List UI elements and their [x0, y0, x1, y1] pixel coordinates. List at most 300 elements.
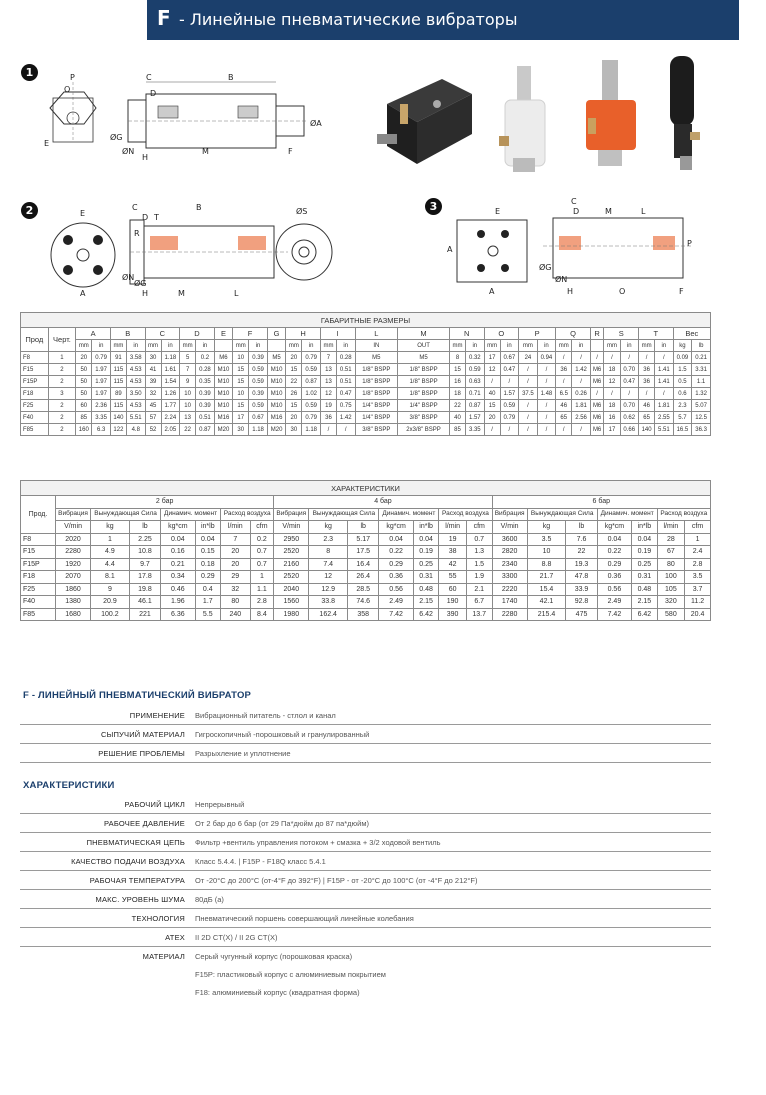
dim-cell: M16	[267, 412, 286, 424]
char-unit-cell: l/min	[657, 521, 685, 534]
char-cell: 2280	[56, 546, 91, 559]
char-cell: 33.9	[566, 583, 597, 596]
dim-cell: 85	[76, 412, 92, 424]
dim-cell: 18	[604, 400, 620, 412]
dim-cell: 1.57	[500, 388, 519, 400]
char-unit-cell: kg*cm	[161, 521, 195, 534]
characteristics-list	[20, 795, 711, 1001]
dim-cell: /	[639, 388, 655, 400]
dim-cell: 2.55	[655, 412, 674, 424]
dim-unit-cell: in	[196, 340, 215, 352]
dim-cell: 24	[519, 352, 538, 364]
table-row	[21, 364, 711, 376]
dim-cell: /	[604, 388, 620, 400]
dim-cell: 30	[233, 424, 249, 436]
dim-cell: 2x3/8" BSPP	[398, 424, 450, 436]
char-cell: 0.36	[379, 571, 413, 584]
char-cell: 5.5	[195, 608, 221, 621]
dim-cell: 0.39	[249, 352, 268, 364]
table-row	[21, 352, 711, 364]
dim-cell: 10	[233, 388, 249, 400]
dim-cell: 0.6	[673, 388, 692, 400]
dim-cell: 4.53	[126, 364, 145, 376]
dim-unit-cell: mm	[320, 340, 336, 352]
dim-cell: 15	[286, 364, 302, 376]
dim-cell: 0.39	[196, 388, 215, 400]
char-cell: 7	[221, 533, 251, 546]
dim-cell: 36	[639, 376, 655, 388]
dim-label: L	[641, 207, 646, 216]
dim-cell: 15	[286, 400, 302, 412]
dim-cell: M10	[214, 388, 233, 400]
char-cell: 5.17	[348, 533, 379, 546]
dim-cell: 7	[320, 352, 336, 364]
char-cell: 33.8	[309, 596, 348, 609]
dim-cell: 0.79	[500, 412, 519, 424]
dim-cell: 65	[556, 412, 572, 424]
dim-cell: /	[537, 412, 556, 424]
char-cell: 0.48	[413, 583, 439, 596]
char-cell: 1.9	[466, 571, 492, 584]
spec-row	[20, 814, 711, 833]
dim-group-header: S	[604, 328, 639, 340]
product-photo-block	[372, 64, 472, 168]
dim-label: B	[196, 203, 202, 212]
dim-cell: 3.50	[126, 388, 145, 400]
char-cell: 38	[439, 546, 467, 559]
char-cell: 0.04	[161, 533, 195, 546]
char-cell: 2.25	[129, 533, 160, 546]
dim-label: H	[142, 153, 149, 162]
char-cell: 0.04	[195, 533, 221, 546]
char-cell: 2280	[492, 608, 527, 621]
table-row	[21, 558, 711, 571]
dim-cell: /	[590, 352, 604, 364]
dim-cell: 91	[110, 352, 126, 364]
dim-cell: 16	[604, 412, 620, 424]
dim-cell: /	[620, 388, 639, 400]
spec-key: ATEX	[165, 933, 185, 942]
char-cell: 6.36	[161, 608, 195, 621]
char-cell: 0.36	[597, 571, 631, 584]
spec-row	[20, 744, 711, 763]
pressure-header: 4 бар	[274, 496, 492, 509]
char-cell: 0.19	[632, 546, 658, 559]
char-cell: 0.29	[195, 571, 221, 584]
dim-unit-cell: mm	[286, 340, 302, 352]
char-cell: 2020	[56, 533, 91, 546]
dim-cell: 1.97	[92, 364, 111, 376]
dim-unit-cell: mm	[519, 340, 538, 352]
char-cell: 2820	[492, 546, 527, 559]
dim-cell: 22	[286, 376, 302, 388]
spec-key: ПРИМЕНЕНИЕ	[129, 711, 185, 720]
dim-cell: 1/8" BSPP	[398, 376, 450, 388]
dim-cell: /	[484, 376, 500, 388]
dim-cell: 1.48	[537, 388, 556, 400]
spec-row	[20, 983, 711, 1001]
char-cell: 105	[657, 583, 685, 596]
char-cell: 4.9	[91, 546, 130, 559]
char-cell: 42	[439, 558, 467, 571]
dim-cell: 0.59	[249, 400, 268, 412]
dim-cell: 1/8" BSPP	[355, 388, 398, 400]
char-cell: 1740	[492, 596, 527, 609]
dim-unit-cell: kg	[673, 340, 692, 352]
table-row	[21, 388, 711, 400]
dim-cell: 0.94	[537, 352, 556, 364]
char-cell: 19.3	[566, 558, 597, 571]
technical-drawing-3	[443, 196, 703, 300]
dim-cell: 12.5	[692, 412, 711, 424]
dim-cell: M10	[267, 376, 286, 388]
char-cell: 2220	[492, 583, 527, 596]
dim-cell: 1/4" BSPP	[398, 400, 450, 412]
dim-label: M	[605, 207, 612, 216]
char-cell: 0.34	[161, 571, 195, 584]
char-sub-header: Вынуждающая Сила	[91, 508, 161, 521]
dim-cell: 0.47	[336, 388, 355, 400]
dim-label: ØA	[310, 119, 322, 128]
characteristics-title: ХАРАКТЕРИСТИКИ	[21, 481, 711, 496]
dim-cell: 0.47	[500, 364, 519, 376]
dim-cell: 20	[484, 412, 500, 424]
dim-cell: 5.7	[673, 412, 692, 424]
char-cell: 2.3	[309, 533, 348, 546]
char-unit-cell: lb	[566, 521, 597, 534]
char-cell: 1680	[56, 608, 91, 621]
dim-group-header: F	[233, 328, 268, 340]
char-cell: 0.31	[413, 571, 439, 584]
dim-label: O	[619, 287, 626, 296]
spec-key: РЕШЕНИЕ ПРОБЛЕМЫ	[98, 749, 185, 758]
section-application-title: F - ЛИНЕЙНЫЙ ПНЕВМАТИЧЕСКИЙ ВИБРАТОР	[23, 690, 252, 701]
dim-cell: /	[590, 388, 604, 400]
char-cell: 0.19	[413, 546, 439, 559]
dim-unit-cell: mm	[556, 340, 572, 352]
dim-cell: 1.32	[692, 388, 711, 400]
char-cell: 0.56	[379, 583, 413, 596]
dim-cell: M20	[214, 424, 233, 436]
dim-cell: M10	[214, 364, 233, 376]
char-cell: 10	[527, 546, 566, 559]
section-letter: F	[157, 6, 171, 30]
char-cell: 0.31	[632, 571, 658, 584]
char-cell: F18	[21, 571, 56, 584]
dim-cell: 17	[233, 412, 249, 424]
dim-cell: 1.1	[692, 376, 711, 388]
char-cell: 2070	[56, 571, 91, 584]
product-photo-black	[664, 56, 714, 176]
dim-cell: 122	[110, 424, 126, 436]
dim-cell: 3.35	[466, 424, 485, 436]
char-cell: 7.4	[309, 558, 348, 571]
dim-cell: 36	[320, 412, 336, 424]
spec-row	[20, 909, 711, 928]
spec-value: Серый чугунный корпус (порошковая краска)	[195, 952, 353, 961]
spec-value: От 2 бар до 6 бар (от 29 Па*дюйм до 87 па*дюйм)	[195, 819, 370, 828]
char-cell: 215.4	[527, 608, 566, 621]
spec-value: Фильтр +вентиль управления потоком + смазка + 3/2 ходовой вентиль	[195, 838, 441, 847]
dim-cell: 0.87	[302, 376, 321, 388]
char-unit-cell: in*lb	[195, 521, 221, 534]
char-cell: 60	[439, 583, 467, 596]
char-unit-cell: kg	[91, 521, 130, 534]
dim-cell: 20	[286, 352, 302, 364]
dim-cell: 0.09	[673, 352, 692, 364]
dim-cell: F25	[21, 400, 49, 412]
dim-group-header: D	[180, 328, 215, 340]
char-cell: 2.4	[685, 546, 711, 559]
dim-cell: 36.3	[692, 424, 711, 436]
spec-key: РАБОЧИЙ ЦИКЛ	[124, 800, 185, 809]
char-cell: 9.7	[129, 558, 160, 571]
char-cell: 0.2	[250, 533, 274, 546]
dim-cell: 1.61	[161, 364, 180, 376]
char-cell: 80	[657, 558, 685, 571]
dim-cell: M6	[590, 364, 604, 376]
spec-key: КАЧЕСТВО ПОДАЧИ ВОЗДУХА	[71, 857, 185, 866]
char-cell: 3600	[492, 533, 527, 546]
technical-drawing-2	[38, 200, 338, 300]
product-photo-white	[495, 66, 555, 176]
dim-cell: 0.51	[336, 364, 355, 376]
spec-row	[20, 833, 711, 852]
dim-cell: 40	[484, 388, 500, 400]
char-cell: 47.8	[566, 571, 597, 584]
dim-cell: /	[572, 352, 591, 364]
dim-cell: 26	[286, 388, 302, 400]
dim-cell: 115	[110, 400, 126, 412]
spec-row	[20, 795, 711, 814]
dim-cell: 1.81	[572, 400, 591, 412]
char-unit-cell: cfm	[250, 521, 274, 534]
dim-cell: 20	[76, 352, 92, 364]
char-unit-cell: kg	[309, 521, 348, 534]
char-cell: 3300	[492, 571, 527, 584]
dim-cell: 1/8" BSPP	[398, 388, 450, 400]
dim-label: H	[142, 289, 149, 298]
dim-cell: 0.28	[196, 364, 215, 376]
char-unit-cell: lb	[348, 521, 379, 534]
spec-row	[20, 725, 711, 744]
dim-cell: 0.21	[692, 352, 711, 364]
dim-cell: 89	[110, 388, 126, 400]
dim-cell: 0.35	[196, 376, 215, 388]
char-cell: 80	[221, 596, 251, 609]
dim-cell: 0.70	[620, 400, 639, 412]
dim-group-header: P	[519, 328, 556, 340]
spec-row	[20, 871, 711, 890]
dim-cell: 0.59	[249, 364, 268, 376]
dim-unit-cell: in	[572, 340, 591, 352]
technical-drawing-1	[38, 70, 338, 170]
dim-label: ØN	[555, 275, 568, 284]
char-cell: 6.7	[466, 596, 492, 609]
spec-row	[20, 706, 711, 725]
dim-cell: 15	[233, 400, 249, 412]
table-row	[21, 608, 711, 621]
char-cell: 17.5	[348, 546, 379, 559]
dim-cell: 1.18	[249, 424, 268, 436]
dim-cell: 16.5	[673, 424, 692, 436]
dim-cell: 32	[145, 388, 161, 400]
char-unit-cell: V/min	[274, 521, 309, 534]
dim-cell: 0.51	[336, 376, 355, 388]
dim-unit-cell: in	[161, 340, 180, 352]
dim-cell: 12	[320, 388, 336, 400]
dim-unit-cell: mm	[233, 340, 249, 352]
dim-cell: 2.24	[161, 412, 180, 424]
spec-key: МАТЕРИАЛ	[142, 952, 185, 961]
char-cell: 19.8	[129, 583, 160, 596]
char-cell: 17.8	[129, 571, 160, 584]
dim-label: M	[178, 289, 185, 298]
char-cell: 6.42	[632, 608, 658, 621]
char-cell: 1.3	[466, 546, 492, 559]
dim-cell: 3/8" BSPP	[398, 412, 450, 424]
char-cell: 8.8	[527, 558, 566, 571]
dim-cell: 50	[76, 364, 92, 376]
page-title: - Линейные пневматические вибраторы	[179, 10, 518, 29]
dim-cell: 0.59	[249, 376, 268, 388]
dim-cell: 1.5	[673, 364, 692, 376]
dim-label: H	[567, 287, 574, 296]
dim-cell: 65	[639, 412, 655, 424]
char-cell: 26.4	[348, 571, 379, 584]
dim-cell: 46	[556, 400, 572, 412]
dim-cell: 0.26	[572, 388, 591, 400]
char-sub-header: Динамич. момент	[161, 508, 221, 521]
dim-cell: 1.41	[655, 376, 674, 388]
dim-cell: M16	[214, 412, 233, 424]
char-cell: 10.8	[129, 546, 160, 559]
char-cell: 0.25	[632, 558, 658, 571]
dim-cell: /	[336, 424, 355, 436]
char-cell: 42.1	[527, 596, 566, 609]
dim-cell: /	[556, 376, 572, 388]
dim-cell: 0.39	[196, 400, 215, 412]
char-unit-cell: l/min	[439, 521, 467, 534]
char-cell: 55	[439, 571, 467, 584]
dim-label: ØN	[122, 147, 135, 156]
char-cell: 475	[566, 608, 597, 621]
dim-cell: 30	[286, 424, 302, 436]
dim-cell: F85	[21, 424, 49, 436]
page-header	[147, 0, 739, 40]
char-cell: 11.2	[685, 596, 711, 609]
dim-cell: 2.05	[161, 424, 180, 436]
spec-value: F18: алюминиевый корпус (квадратная форма)	[195, 988, 360, 997]
dim-unit-cell: in	[537, 340, 556, 352]
spec-row	[20, 852, 711, 871]
dim-cell: 39	[145, 376, 161, 388]
dim-cell: M10	[214, 400, 233, 412]
dim-unit-cell: in	[466, 340, 485, 352]
dim-cell: 1.41	[655, 364, 674, 376]
dim-label: M	[202, 147, 209, 156]
char-cell: 3.5	[685, 571, 711, 584]
dim-cell: 10	[233, 352, 249, 364]
char-cell: 0.18	[195, 558, 221, 571]
table-row	[21, 376, 711, 388]
dim-cell: 3.35	[92, 412, 111, 424]
char-cell: 8.4	[250, 608, 274, 621]
dim-label: R	[134, 229, 140, 238]
col-chert: Черт.	[48, 328, 76, 352]
char-cell: 92.8	[566, 596, 597, 609]
dim-cell: M5	[355, 352, 398, 364]
dim-unit-cell: in	[126, 340, 145, 352]
spec-row	[20, 965, 711, 983]
dim-label: ØG	[134, 279, 147, 288]
char-cell: 19	[439, 533, 467, 546]
dim-cell: 5.51	[655, 424, 674, 436]
dimensions-title: ГАБАРИТНЫЕ РАЗМЕРЫ	[21, 313, 711, 328]
dim-unit-cell: in	[620, 340, 639, 352]
char-cell: 0.22	[379, 546, 413, 559]
dim-cell: 160	[76, 424, 92, 436]
char-cell: 2.15	[413, 596, 439, 609]
dim-cell: 0.59	[302, 364, 321, 376]
dim-cell: 30	[145, 352, 161, 364]
char-unit-cell: lb	[129, 521, 160, 534]
dim-cell: 1.97	[92, 388, 111, 400]
dim-cell: 1.42	[336, 412, 355, 424]
char-cell: 100.2	[91, 608, 130, 621]
char-cell: 0.16	[161, 546, 195, 559]
dim-cell: /	[556, 352, 572, 364]
char-cell: 0.56	[597, 583, 631, 596]
dim-cell: 1/4" BSPP	[355, 400, 398, 412]
dim-cell: 0.51	[196, 412, 215, 424]
char-cell: 1.1	[250, 583, 274, 596]
spec-key: РАБОЧЕЕ ДАВЛЕНИЕ	[103, 819, 185, 828]
dim-group-header: L	[355, 328, 398, 340]
char-cell: 0.29	[379, 558, 413, 571]
dim-label: P	[687, 239, 692, 248]
dim-cell: /	[519, 412, 538, 424]
dim-unit-cell: mm	[145, 340, 161, 352]
dim-label: T	[154, 213, 159, 222]
char-cell: 0.4	[195, 583, 221, 596]
dim-group-header: G	[267, 328, 286, 340]
dim-group-header: T	[639, 328, 674, 340]
char-cell: 4.4	[91, 558, 130, 571]
dim-unit-cell: mm	[604, 340, 620, 352]
dim-cell: 0.2	[196, 352, 215, 364]
dim-group-header: R	[590, 328, 604, 340]
char-cell: 0.04	[379, 533, 413, 546]
dim-cell: M10	[267, 388, 286, 400]
table-row	[21, 546, 711, 559]
dim-cell: 52	[145, 424, 161, 436]
dim-cell: M5	[398, 352, 450, 364]
dim-group-header: E	[214, 328, 233, 340]
dim-cell: 4.8	[126, 424, 145, 436]
char-cell: 0.7	[250, 558, 274, 571]
table-row	[21, 424, 711, 436]
dim-cell: 1.18	[161, 352, 180, 364]
char-cell: 46.1	[129, 596, 160, 609]
dim-unit-cell: mm	[449, 340, 465, 352]
dim-cell: 0.87	[466, 400, 485, 412]
char-cell: 20	[221, 558, 251, 571]
dim-cell: 6.5	[556, 388, 572, 400]
dim-unit-cell: mm	[76, 340, 92, 352]
char-sub-header: Динамич. момент	[597, 508, 657, 521]
dim-label: F	[288, 147, 293, 156]
